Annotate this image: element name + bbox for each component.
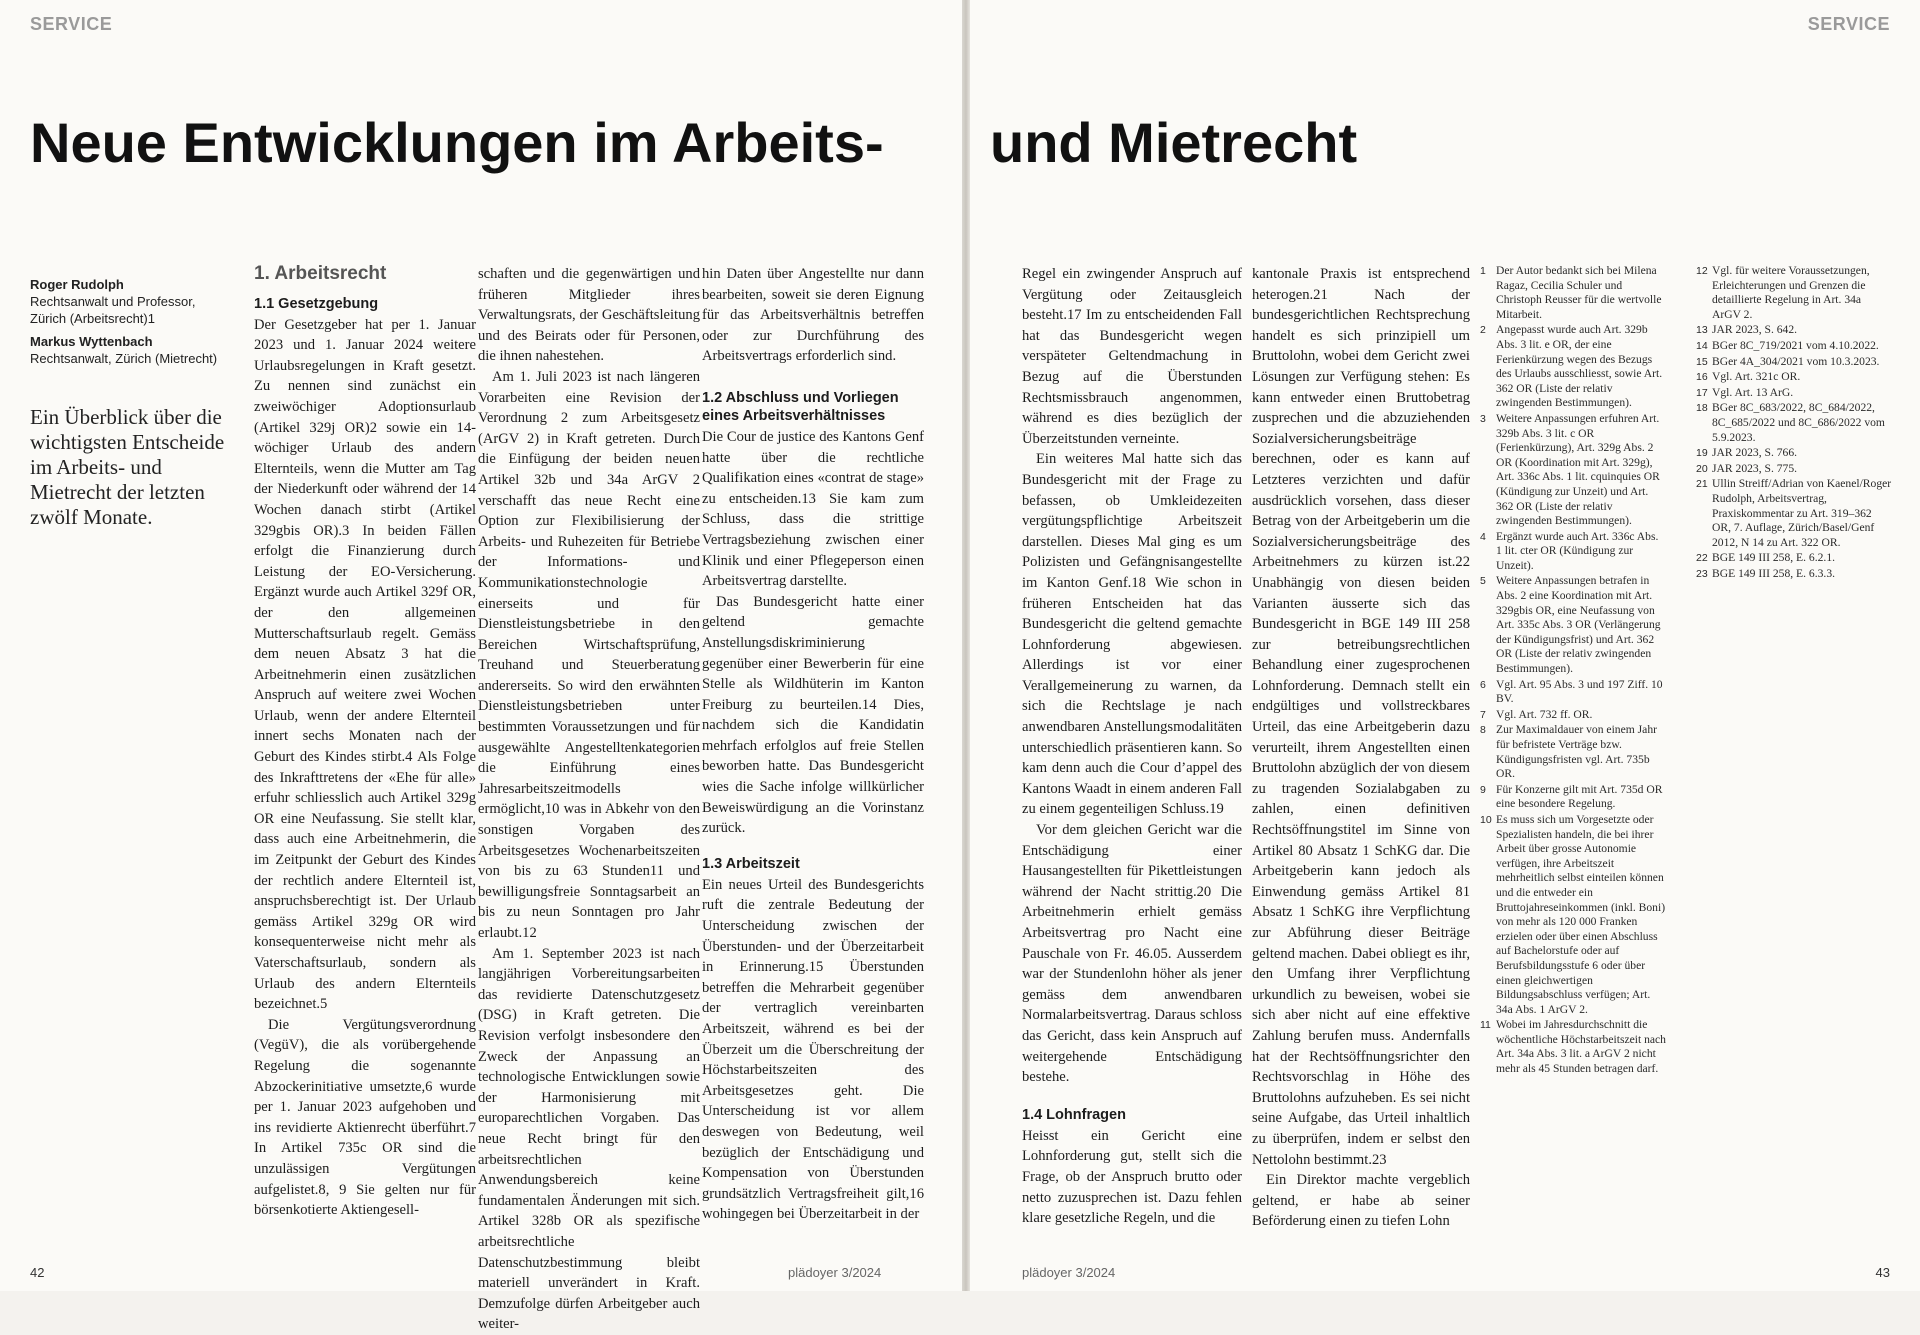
footnote [1480, 708, 1666, 723]
footnote [1696, 339, 1892, 354]
footnote-text: BGE 149 III 258, E. 6.2.1. [1712, 551, 1836, 565]
footnote-text: Angepasst wurde auch Art. 329b Abs. 3 lit. e OR, der eine Ferienkürzung wegen des Bezugs des Urlaubs ausschliesst, sowie Art. 362 OR (Liste der relativ zwingenden Bestimmungen). [1496, 323, 1663, 410]
page-gutter [962, 0, 970, 1291]
footnotes-column-1 [1480, 264, 1666, 1078]
footnote-number: 21 [1696, 478, 1708, 491]
footnote-number: 15 [1696, 355, 1708, 368]
footnote-number: 19 [1696, 447, 1708, 460]
footnote [1480, 1018, 1666, 1076]
footnote [1696, 477, 1892, 550]
footnote-number: 1 [1480, 265, 1486, 277]
footnote-number: 10 [1480, 813, 1492, 826]
footnote-text: Vgl. für weitere Voraussetzungen, Erleichterungen und Grenzen die detaillierte Regelung in Art. 34a ArGV 2. [1712, 264, 1870, 321]
footnote-text: JAR 2023, S. 775. [1712, 461, 1798, 475]
subheading-arbeitszeit: 1.3 Arbeitszeit [702, 855, 800, 872]
footnote [1480, 813, 1666, 1017]
footnote [1696, 355, 1892, 370]
author-name-1: Roger Rudolph [30, 277, 124, 292]
footnote [1696, 264, 1892, 322]
footnote-number: 5 [1480, 575, 1486, 588]
left-column-3 [702, 264, 924, 1225]
footnote-text: BGE 149 III 258, E. 6.3.3. [1712, 566, 1836, 580]
lead-text: Ein Überblick über die wichtigsten Entscheide im Arbeits- und Mietrecht der letzten zwölf Monate. [30, 405, 225, 529]
footnote-number: 14 [1696, 339, 1708, 352]
footnote-text: JAR 2023, S. 766. [1712, 446, 1798, 460]
left-column-2 [478, 264, 700, 1335]
footnote-text: Ergänzt wurde auch Art. 336c Abs. 1 lit. cter OR (Kündigung zur Unzeit). [1496, 529, 1659, 572]
footnote [1480, 723, 1666, 781]
footnote [1696, 567, 1892, 582]
footnote-number: 23 [1696, 567, 1708, 580]
paragraph: Ein neues Urteil des Bundesgerichts ruft die zentrale Bedeutung der Unterscheidung zwischen der Überstunden- und der Überzeitarbeit in Erinnerung.15 Überstunden betreffen die Mehrarbeit gegenüber der vertraglich vereinbarten Arbeitszeit, während es bei der Überzeit um die Überschreitung der Höchstarbeitszeiten des Arbeitsgesetzes geht. Die Unterscheidung ist vor allem deswegen von Bedeutung, weil bezüglich der Entschädigung und Kompensation von Überstunden grundsätzlich Vertragsfreiheit gilt,16 wohingegen bei Überzeitarbeit in der [702, 876, 924, 1223]
footnote-number: 17 [1696, 386, 1708, 399]
paragraph: Vor dem gleichen Gericht war die Entschädigung einer Hausangestellten für Pikettleistungen während der Nacht strittig.20 Die Arbeitnehmerin erhielt gemäss Arbeitsvertrag pro Nacht eine Pauschale von Fr. 46.05. Ausserdem war der Stundenlohn höher als jener gemäss dem anwendbaren Normalarbeitsvertrag. Daraus schloss das Gericht, dass kein Anspruch auf weitergehende Entschädigung bestehe. [1022, 822, 1242, 1086]
page-number-left: 42 [30, 1265, 45, 1280]
footnote-text: Vgl. Art. 732 ff. OR. [1496, 707, 1593, 721]
footnote [1696, 323, 1892, 338]
footnote-text: Vgl. Art. 95 Abs. 3 und 197 Ziff. 10 BV. [1496, 677, 1663, 706]
footnote-text: Zur Maximaldauer von einem Jahr für befristete Verträge bzw. Kündigungsfristen vgl. Art. 735b OR. [1496, 723, 1657, 781]
paragraph: schaften und die gegenwärtigen und früheren Mitglieder ihres Verwaltungsrats, der Geschäftsleitung und des Beirats oder für Personen, die ihnen nahestehen. [478, 266, 700, 365]
headline-right: und Mietrecht [990, 111, 1358, 174]
paragraph: Am 1. September 2023 ist nach langjährigen Vorbereitungsarbeiten das revidierte Datenschutzgesetz (DSG) in Kraft getreten. Die Revision verfolgt insbesondere den Zweck der Anpassung an technologische Entwicklungen sowie der Harmonisierung mit europarechtlichen Vorgaben. Das neue Recht bringt für den arbeitsrechtlichen Anwendungsbereich keine fundamentalen Änderungen mit sich. Artikel 328b OR als spezifische arbeitsrechtliche Datenschutzbestimmung bleibt materiell unverändert in Kraft. Demzufolge dürfen Arbeitgeber auch weiter- [478, 945, 700, 1333]
paragraph: Die Cour de justice des Kantons Genf hatte über die rechtliche Qualifikation eines «contrat de stage» zu entscheiden.13 Sie kam zum Schluss, dass die strittige Vertragsbeziehung zwischen einer Klinik und einer Pflegeperson einen Arbeitsvertrag darstellte. [702, 428, 924, 590]
footnote-text: Ullin Streiff/Adrian von Kaenel/Roger Rudolph, Arbeitsvertrag, Praxiskommentar zu Art. 319–362 OR, 7. Auflage, Zürich/Basel/Genf 2012, N 14 zu Art. 322 OR. [1712, 477, 1892, 549]
footnote-number: 6 [1480, 678, 1486, 691]
footnote-number: 3 [1480, 412, 1486, 425]
footnote [1480, 574, 1666, 676]
footnote-number: 12 [1696, 265, 1708, 277]
footnote-text: Es muss sich um Vorgesetzte oder Spezialisten handeln, die bei ihrer Arbeit über grosse Autonomie verfügen, ihre Arbeitszeit mehrheitlich selbst einteilen können und die entweder ein Bruttojahreseinkommen (inkl. Boni) von mehr als 120 000 Franken erzielen oder über einen Abschluss auf Bachelorstufe oder auf Berufsbildungsstufe 6 oder über einen gleichwertigen Bildungsabschluss verfügen; Art. 34a Abs. 1 ArGV 2. [1496, 812, 1666, 1016]
footnote-text: Der Autor bedankt sich bei Milena Ragaz, Cecilia Schuler und Christoph Reusser für die wertvolle Mitarbeit. [1496, 264, 1662, 321]
paragraph: kantonale Praxis ist entsprechend heterogen.21 Nach der bundesgerichtlichen Rechtsprechung handelt es sich prinzipiell um Bruttolohn, wobei dem Gericht zwei Lösungen zur Verfügung stehen: Es kann entweder einen Bruttobetrag zusprechen und die abzuziehenden Sozialversicherungsbeiträge berechnen, oder es kann auf Letzteres verzichten und dafür ausdrücklich vorsehen, dass dieser Betrag von der Arbeitgeberin um die Sozialversicherungsbeiträge des Arbeitnehmers zu kürzen ist.22 Unabhängig von diesen beiden Varianten äusserte sich das Bundesgericht in BGE 149 III 258 zur betreibungsrechtlichen Behandlung einer zugesprochenen Lohnforderung. Demnach stellt ein endgültiges und vollstreckbares Urteil, das eine Arbeitgeberin dazu verurteilt, ihrem Angestellten einen Bruttolohn abzüglich der von diesem zu tragenden Sozialabgaben zu zahlen, einen definitiven Rechtsöffnungstitel im Sinne von Artikel 80 Absatz 1 SchKG dar. Die Arbeitgeberin kann jedoch als Einwendung gemäss Artikel 81 Absatz 1 SchKG ihre Verpflichtung zur Abführung dieser Beiträge geltend machen. Dabei obliegt es ihr, den Umfang ihrer Verpflichtung urkundlich zu beweisen, wobei sie sich aber nicht auf eine effektive Zahlung berufen muss. Andernfalls hat der Rechtsöffnungsrichter den Rechtsvorschlag in Höhe des Bruttolohns aufzuheben. Es sei nicht seine Aufgabe, das Urteil inhaltlich zu überprüfen, indem er selbst den Nettolohn bestimmt.23 [1252, 266, 1470, 1168]
magazine-issue-left: plädoyer 3/2024 [788, 1265, 882, 1280]
footnote-text: BGer 8C_719/2021 vom 4.10.2022. [1712, 338, 1879, 352]
section-heading-arbeitsrecht: 1. Arbeitsrecht [254, 263, 387, 284]
paragraph: Der Gesetzgeber hat per 1. Januar 2023 und 1. Januar 2024 weitere Urlaubsregelungen in Kraft gesetzt. Zu nennen sind zunächst ein zweiwöchiger Adoptionsurlaub (Artikel 329j OR)2 sowie ein 14-wöchiger Urlaub des andern Elternteils, wenn die Mutter am Tag der Niederkunft oder während der 14 Wochen danach stirbt (Artikel 329gbis OR).3 In beiden Fällen erfolgt die Finanzierung durch Leistung der EO-Versicherung. Ergänzt wurde auch Artikel 329f OR, der den allgemeinen Mutterschaftsurlaub regelt. Gemäss dem neuen Absatz 3 hat die Arbeitnehmerin einen zusätzlichen Anspruch auf weitere zwei Wochen Urlaub, wenn der andere Elternteil innert sechs Monaten nach der Geburt des Kindes stirbt.4 Als Folge des Inkrafttretens der «Ehe für alle» erfuhr schliesslich auch Artikel 329g OR eine Neufassung. Sie stellt klar, dass auch eine Arbeitnehmerin, die im Zeitpunkt der Geburt des Kindes der rechtlich andere Elternteil ist, anspruchsberechtigt ist. Der Urlaub gemäss Artikel 329g OR wird konsequenterweise nicht mehr als Vaterschaftsurlaub, sondern als Urlaub des andern Elternteils bezeichnet.5 [254, 316, 476, 1013]
footnote-number: 13 [1696, 324, 1708, 337]
page-number-right: 43 [1875, 1265, 1890, 1280]
paragraph: Die Vergütungsverordnung (VegüV), die als vorübergehende Regelung die sogenannte Abzockerinitiative umsetzte,6 wurde per 1. Januar 2023 aufgehoben und ins revidierte Aktienrecht überführt.7 In Artikel 735c OR sind die unzulässigen Vergütungen aufgelistet.8, 9 Sie gelten nur für börsenkotierte Aktiengesell- [254, 1016, 476, 1219]
running-head-left: SERVICE [30, 14, 113, 34]
footnote [1696, 462, 1892, 477]
footnote-number: 16 [1696, 371, 1708, 384]
author-role-1: Rechtsanwalt und Professor, Zürich (Arbeitsrecht)1 [30, 294, 196, 326]
paragraph: Regel ein zwingender Anspruch auf Vergütung oder Zeitausgleich besteht.17 Im zu entscheidenden Fall hat das Bundesgericht wegen verspäteter Geltendmachung in Bezug auf die Überstunden Rechtsmissbrauch angenommen, während es dies bezüglich der Überzeitstunden verneinte. [1022, 266, 1242, 447]
footnotes-column-2 [1696, 264, 1892, 582]
footnote-text: Vgl. Art. 321c OR. [1712, 370, 1801, 384]
footnote-number: 18 [1696, 402, 1708, 415]
footnote-text: Weitere Anpassungen betrafen in Abs. 2 eine Koordination mit Art. 329gbis OR, eine Neufassung von Art. 335c Abs. 3 OR (Verlängerung der Kündigungsfrist) und Art. 362 OR (Liste der relativ zwingenden Bestimmungen). [1496, 574, 1661, 676]
footnote [1696, 401, 1892, 445]
footnote-text: BGer 8C_683/2022, 8C_684/2022, 8C_685/2022 und 8C_686/2022 vom 5.9.2023. [1712, 401, 1885, 444]
paragraph: hin Daten über Angestellte nur dann bearbeiten, soweit sie deren Eignung für das Arbeitsverhältnis betreffen oder zur Durchführung des Arbeitsvertrags erforderlich sind. [702, 266, 924, 365]
footnote-number: 8 [1480, 724, 1486, 737]
footnote [1480, 530, 1666, 574]
footnote [1696, 551, 1892, 566]
footnote-text: Wobei im Jahresdurchschnitt die wöchentliche Höchstarbeitszeit nach Art. 34a Abs. 3 lit. a ArGV 2 nicht mehr als 45 Stunden betragen darf. [1496, 1018, 1666, 1076]
author-role-2: Rechtsanwalt, Zürich (Mietrecht) [30, 351, 218, 366]
paragraph: Am 1. Juli 2023 ist nach längeren Vorarbeiten eine Revision der Verordnung 2 zum Arbeitsgesetz (ArGV 2) in Kraft getreten. Durch die Einfügung der beiden neuen Artikel 32b und 34a ArGV 2 verschafft das neue Recht eine Option zur Flexibilisierung der Arbeits- und Ruhezeiten für Betriebe der Informations- und Kommunikationstechnologie einerseits und für Dienstleistungsbetriebe in den Bereichen Wirtschaftsprüfung, Treuhand und Steuerberatung andererseits. So wird den erwähnten Dienstleistungsbetrieben unter bestimmten Voraussetzungen und für ausgewählte Angestelltenkategorien die Einführung eines Jahresarbeitszeitmodells ermöglicht,10 was in Abkehr von den sonstigen Vorgaben des Arbeitsgesetzes Wochenarbeitszeiten von bis zu 63 Stunden11 und bewilligungsfreie Sonntagsarbeit an bis zu neun Sonntagen pro Jahr erlaubt.12 [478, 368, 700, 941]
footnote [1696, 446, 1892, 461]
footnote [1480, 678, 1666, 707]
right-column-2 [1252, 264, 1470, 1232]
headline-left: Neue Entwicklungen im Arbeits- [30, 111, 884, 174]
footnote-text: JAR 2023, S. 642. [1712, 323, 1798, 337]
paragraph: Das Bundesgericht hatte einer geltend gemachte Anstellungsdiskriminierung gegenüber einer Bewerberin für eine Stelle als Wildhüterin im Kanton Freiburg zu beurteilen.14 Dies, nachdem sich die Kandidatin mehrfach erfolglos auf freie Stellen beworben hatte. Das Bundesgericht wies die Sache infolge willkürlicher Beweiswürdigung an die Vorinstanz zurück. [702, 593, 924, 837]
footnote-text: BGer 4A_304/2021 vom 10.3.2023. [1712, 354, 1880, 368]
footnote [1480, 264, 1666, 322]
author-name-2: Markus Wyttenbach [30, 334, 153, 349]
footnote [1696, 386, 1892, 401]
footnote-number: 2 [1480, 324, 1486, 337]
left-column-1 [254, 264, 476, 1221]
running-head-right: SERVICE [1807, 14, 1890, 34]
footnote-text: Vgl. Art. 13 ArG. [1712, 385, 1794, 399]
footnote [1480, 323, 1666, 411]
subheading-gesetzgebung: 1.1 Gesetzgebung [254, 295, 379, 312]
footnote-text: Weitere Anpassungen erfuhren Art. 329b Abs. 3 lit. c OR (Ferienkürzung), Art. 329g Abs. 2 OR (Koordination mit Art. 329g), Art. 336c Abs. 1 lit. cquinquies OR (Kündigung zur Unzeit) und Art. 362 OR (Liste der relativ zwingenden Bestimmungen). [1496, 411, 1660, 528]
subheading-lohnfragen: 1.4 Lohnfragen [1022, 1106, 1126, 1123]
footnote-number: 4 [1480, 530, 1486, 543]
footnote [1480, 412, 1666, 529]
footnote-text: Für Konzerne gilt mit Art. 735d OR eine besondere Regelung. [1496, 782, 1663, 811]
footnote [1696, 370, 1892, 385]
paragraph: Ein weiteres Mal hatte sich das Bundesgericht mit der Frage zu befassen, ob Umkleidezeiten vergütungspflichtige Arbeitszeit darstellen. Dieses Mal ging es um Polizisten und Gefängnisangestellte im Kanton Genf.18 Wie schon in früheren Entscheiden hat das Bundesgericht die geltend gemachte Lohnforderung abgewiesen. Allerdings ist vor einer Verallgemeinerung zu warnen, da sich die Rechtslage je nach anwendbaren Anstellungsmodalitäten unterschiedlich präsentieren kann. So kam denn auch die Cour d’appel des Kantons Waadt in einem anderen Fall zu einem gegenteiligen Schluss.19 [1022, 451, 1242, 818]
footnote-number: 22 [1696, 552, 1708, 565]
right-column-1 [1022, 264, 1242, 1229]
footnote-number: 11 [1480, 1019, 1491, 1032]
paragraph: Heisst ein Gericht eine Lohnforderung gut, stellt sich die Frage, ob der Anspruch brutto oder netto zuzusprechen ist. Dazu fehlen klare gesetzliche Regeln, und die [1022, 1127, 1242, 1227]
right-page [970, 0, 1920, 1291]
author-block [30, 270, 230, 367]
footnote-number: 9 [1480, 783, 1486, 796]
footnote [1480, 783, 1666, 812]
paragraph: Ein Direktor machte vergeblich geltend, er habe ab seiner Beförderung einen zu tiefen Lohn [1252, 1172, 1470, 1230]
magazine-issue-right: plädoyer 3/2024 [1022, 1265, 1116, 1280]
footnote-number: 20 [1696, 462, 1708, 475]
footnote-number: 7 [1480, 708, 1486, 721]
subheading-abschluss: 1.2 Abschluss und Vorliegen eines Arbeitsverhältnisses [702, 389, 899, 424]
